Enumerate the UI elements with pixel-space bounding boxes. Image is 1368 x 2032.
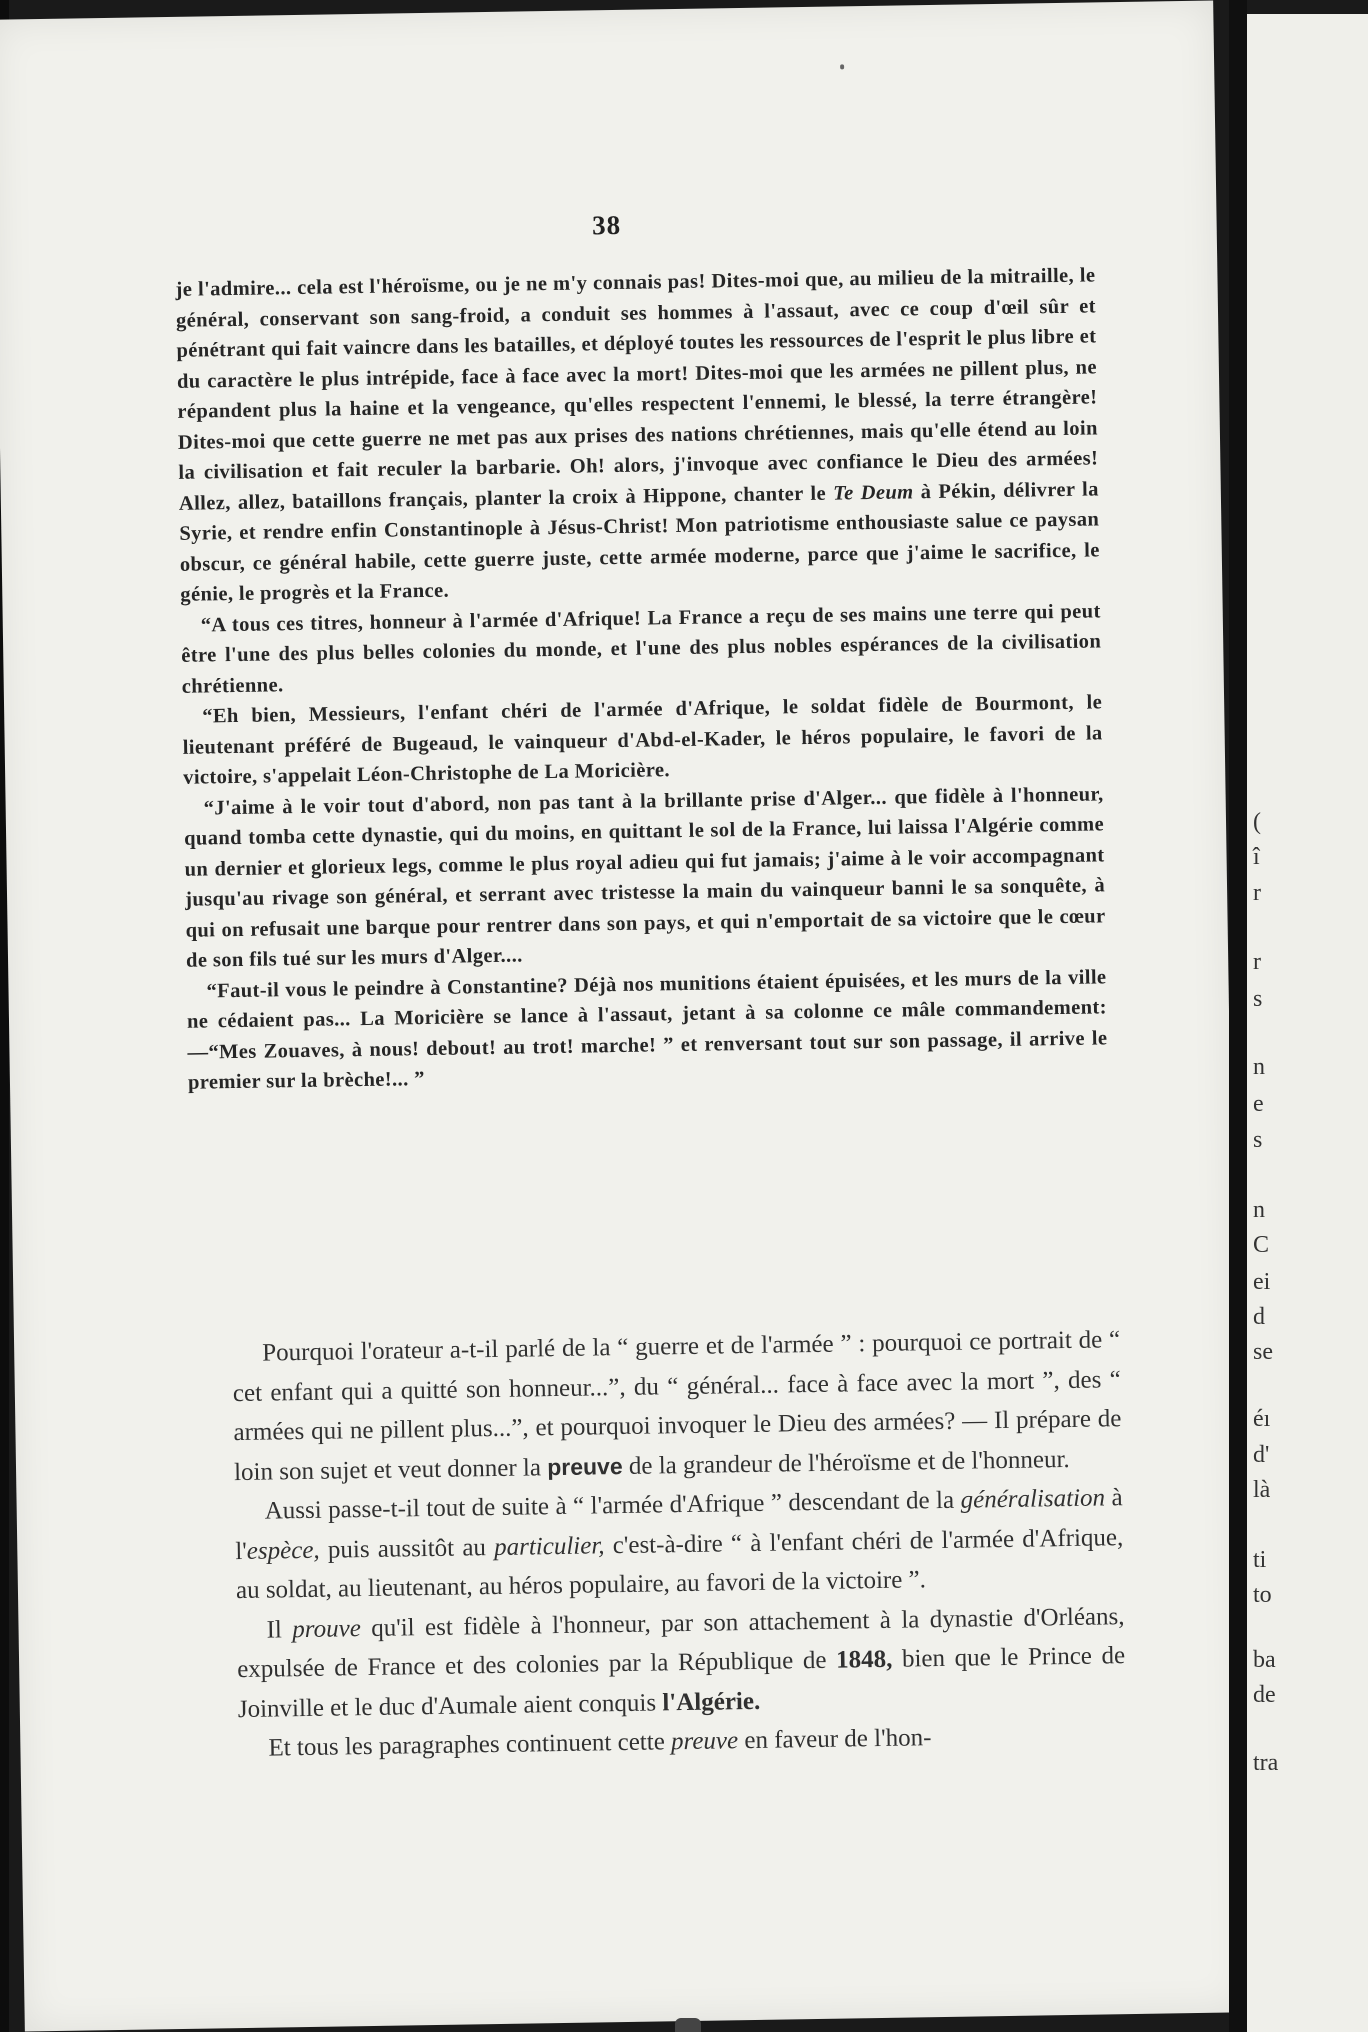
commentary-text: qu'il est fidèle à l'honneur, par son attachement à la dynastie d'Orléans, expulsée de France et des colonies par la République de [237, 1602, 1125, 1684]
commentary-text: en faveur de l'hon- [744, 1724, 932, 1755]
page-number: 38 [591, 209, 622, 241]
facing-text: s [1253, 986, 1263, 1012]
commentary-text: Aussi passe-t-il tout de suite à “ l'armée d'Afrique ” descendant de la [264, 1486, 955, 1525]
commentary-text: Pourquoi l'orateur a-t-il parlé de la “ guerre et de l'armée ” : pourquoi ce portrait de “ cet enfant qui a quitté son honneur...”, du “ général... face à face avec la mort ”, des “ armées qui ne pillent plus...”, et pourquoi invoquer le Dieu des armées? — Il prépare de loin son sujet et veut donner la [232, 1326, 1122, 1486]
commentary-italic: espèce, [246, 1536, 320, 1565]
commentary-bold: preuve [547, 1452, 623, 1480]
commentary [232, 1320, 1127, 1768]
commentary-text: c'est-à-dire “ à l'enfant chéri de l'armée d'Afrique, au soldat, au lieutenant, au héros populaire, au favori de la victoire ”. [235, 1523, 1124, 1605]
facing-text: î [1253, 844, 1260, 870]
quote-paragraph-4: “J'aime à le voir tout d'abord, non pas tant à la brillante prise d'Alger... que fidèle à l'honneur, quand tomba cette dynastie, qui du moins, en quittant le sol de la France, lui laissa l'Algérie comme un dernier et glorieux legs, comme le plus royal adieu qui fut jamais; j'aime à le voir accompagnant jusqu'au rivage son général, et serrant avec tristesse la main du vainqueur banni le sa sonquête, à qui on refusait une barque pour rentrer dans son pays, et qui n'emportait de sa victoire que le cœur de son fils tué sur les murs d'Alger.... [183, 782, 1106, 972]
facing-text: n [1253, 1054, 1265, 1080]
quote-italic: Te Deum [832, 480, 914, 505]
quote-text: à Pékin, délivrer la Syrie, et rendre enfin Constantinople à Jésus-Christ! Mon patriotisme enthousiaste salue ce paysan obscur, ce général habile, cette guerre juste, cette armée moderne, parce que j'aime le sacrifice, le génie, le progrès et la France. [179, 477, 1100, 606]
commentary-italic: particulier, [493, 1531, 605, 1561]
book-gutter [1229, 0, 1247, 2032]
commentary-italic: preuve [670, 1727, 739, 1756]
quote-text: je l'admire... cela est l'héroïsme, ou je ne m'y connais pas! Dites-moi que, au milieu de la mitraille, le général, conservant son sang-froid, a conduit ses hommes à l'assaut, avec ce coup d'œil sûr et pénétrant qui fait vaincre dans les batailles, et déployé toutes les ressources de l'esprit le plus libre et du caractère le plus intrépide, face à face avec la mort! Dites-moi que les armées ne pillent plus, ne répandent plus la haine et la vengeance, qu'elles respectent l'ennemi, le blessé, la terre étrangère! Dites-moi que cette guerre ne met pas aux prises des nations chrétiennes, mais qu'elle étend au loin la civilisation et fait reculer la barbarie. Oh! alors, j'invoque avec confiance le Dieu des armées! Allez, allez, bataillons français, planter la croix à Hippone, chanter le [175, 264, 1099, 515]
facing-text: ei [1253, 1269, 1271, 1295]
quote-paragraph-1 [175, 260, 1100, 610]
book-page [0, 1, 1245, 2032]
quote-paragraph-2: “A tous ces titres, honneur à l'armée d'Afrique! La France a reçu de ses mains une terre qui peut être l'une des plus belles colonies du monde, et l'une des plus nobles espérances de la civilisation chrétienne. [181, 599, 1102, 698]
facing-page-fragment [1247, 14, 1368, 2032]
facing-text: r [1253, 880, 1261, 906]
commentary-italic: prouve [292, 1614, 362, 1643]
facing-text: to [1253, 1582, 1272, 1608]
facing-text: d' [1253, 1442, 1270, 1468]
facing-text: r [1253, 949, 1261, 975]
facing-text: C [1253, 1232, 1270, 1258]
facing-text: de [1253, 1682, 1276, 1708]
commentary-italic: généralisation [960, 1484, 1106, 1514]
commentary-text: à l' [235, 1484, 1123, 1565]
dust-speck [840, 64, 844, 69]
facing-text: éı [1253, 1406, 1271, 1432]
facing-text: d [1253, 1304, 1265, 1330]
binding-mark [675, 2018, 701, 2032]
facing-text: n [1253, 1197, 1265, 1223]
facing-text: e [1253, 1091, 1264, 1117]
commentary-text: de la grandeur de l'héroïsme et de l'honneur. [628, 1445, 1070, 1480]
facing-text: s [1253, 1127, 1263, 1153]
facing-text: là [1253, 1477, 1271, 1503]
facing-text: se [1253, 1339, 1273, 1365]
facing-text: ( [1253, 809, 1261, 835]
quote-paragraph-3: “Eh bien, Messieurs, l'enfant chéri de l'armée d'Afrique, le soldat fidèle de Bourmont, le lieutenant préféré de Bugeaud, le vainqueur d'Abd-el-Kader, le héros populaire, le favori de la victoire, s'appelait Léon-Christophe de La Moricière. [182, 691, 1103, 789]
commentary-text: puis aussitôt au [327, 1533, 487, 1564]
commentary-text: Et tous les paragraphes continuent cette [268, 1728, 666, 1762]
commentary-text: bien que le Prince de Joinville et le duc d'Aumale aient conquis [237, 1642, 1126, 1723]
facing-text: ba [1253, 1647, 1276, 1673]
commentary-paragraph-1 [232, 1320, 1122, 1492]
commentary-text: Il [266, 1615, 283, 1644]
commentary-paragraph-2 [234, 1478, 1124, 1610]
commentary-paragraph-3 [236, 1597, 1126, 1729]
facing-text: tra [1253, 1750, 1279, 1776]
quoted-speech [175, 260, 1108, 1098]
facing-text: ti [1253, 1547, 1267, 1573]
quote-paragraph-5: “Faut-il vous le peindre à Constantine? Déjà nos munitions étaient épuisées, et les murs de la ville ne cédaient pas... La Moricière se lance à l'assaut, jetant à sa colonne ce mâle commandement: —“Mes Zouaves, à nous! debout! au trot! marche! ” et renversant tout sur son passage, il arrive le premier sur la brèche!... ” [186, 965, 1108, 1094]
commentary-text: l'Algérie. [662, 1687, 761, 1716]
commentary-year: 1848, [835, 1645, 893, 1674]
